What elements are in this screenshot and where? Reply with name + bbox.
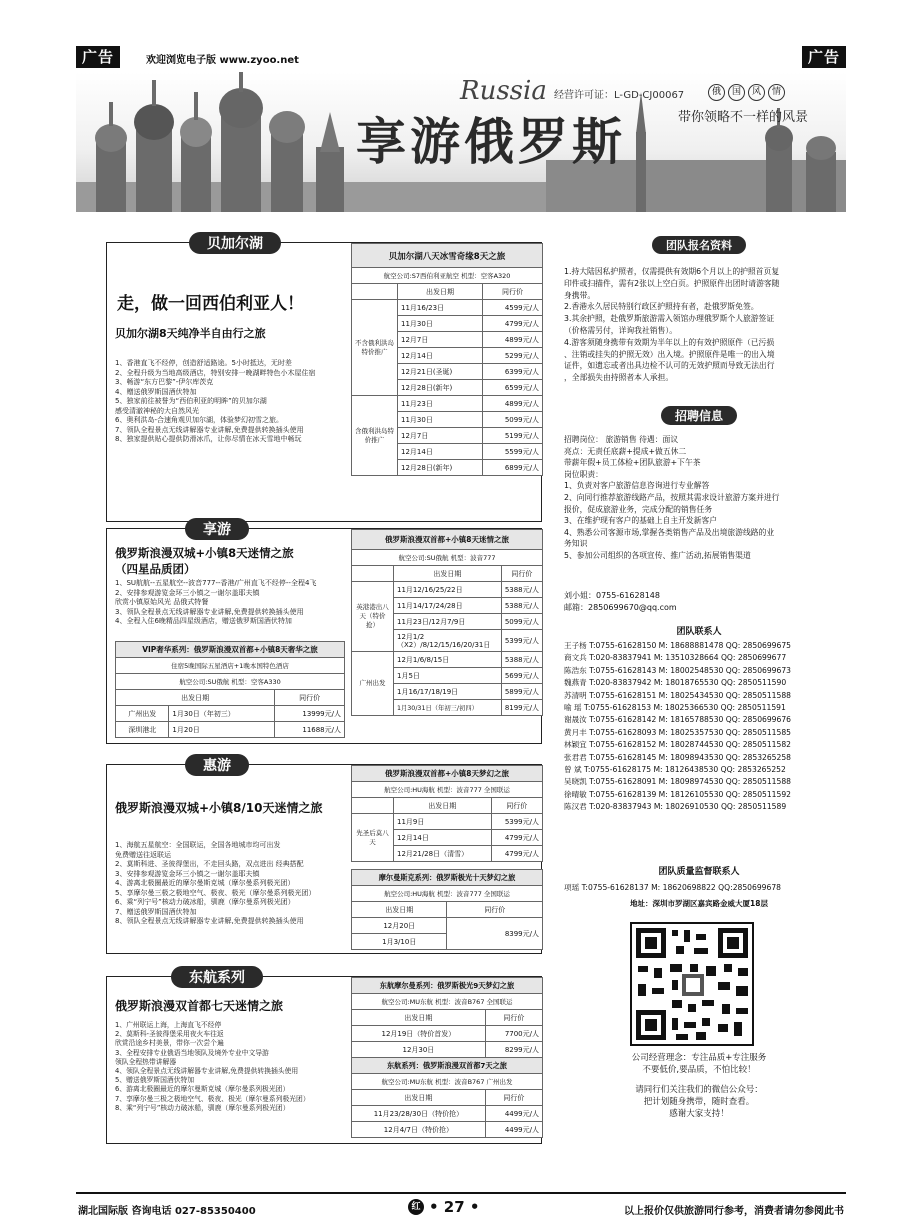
col-header-date: 出发日期 [398,284,483,300]
date-cell: 11月9日 [394,814,492,830]
table-title: 俄罗斯浪漫双首都+小镇8天梦幻之旅 [352,766,543,782]
price-cell: 4799元/人 [491,830,542,846]
date-cell: 12月7日 [398,428,483,444]
contact-row: 苏清明 T:0755-61628151 M: 18025434530 QQ: 2850511588 [564,690,792,700]
circle-badge: 情 [768,84,785,101]
group-label: 先圣后莫八天 [352,814,394,862]
feature-item: 3、安排参观游览金环三小镇之一谢尔盖耶夫镇 [115,869,260,878]
date-cell: 11月14/17/24/28日 [394,598,502,614]
price-cell: 5699元/人 [501,668,542,684]
feature-item: 1、SU航航--五星航空--波音777--香港/广州直飞不经停--全程4飞 [115,579,317,587]
price-cell: 5399元/人 [501,630,542,652]
section-tag: 东航系列 [171,966,263,988]
table-title: 东航系列：俄罗斯浪漫双首都7天之旅 [352,1058,543,1074]
price-table [351,243,543,476]
feature-item: 感受清澈神秘的大自然风光 [115,406,199,415]
recruit-contact [564,590,677,614]
group-label: 含俄利洪岛特价推广 [352,396,398,476]
section-baikal [106,236,542,522]
price-cell: 6599元/人 [482,380,542,396]
feature-item: 领队全程热带讲解器 [115,1057,177,1066]
price-cell: 5199元/人 [482,428,542,444]
price-cell: 4599元/人 [482,300,542,316]
section-tag: 惠游 [185,754,249,776]
price-table [351,529,543,716]
section-headline: 走，做一回西伯利亚人！ [117,294,304,314]
date-cell: 1月20日 [169,722,275,738]
date-cell: 11月30日 [398,412,483,428]
recruit-line: 4、熟悉公司客源市场,掌握各类销售产品及出境旅游线路的业 [564,527,775,537]
price-cell: 13999元/人 [275,706,345,722]
recruit-contact-line: 邮箱：2850699670@qq.com [564,603,677,612]
date-cell: 12月14日 [398,348,483,364]
feature-item: 4、赠送俄罗斯国酒伏特加 [115,387,197,396]
contact-row: 吴晓凯 T:0755-61628091 M: 18098974530 QQ: 2850511588 [564,777,792,787]
vip-title: VIP奢华系列：俄罗斯浪漫双首都+小镇8天奢华之旅 [116,642,345,658]
col-header-date: 出发日期 [394,798,492,814]
contact-row: 陈浩东 T:0755-61628143 M: 18002548530 QQ: 2850699673 [564,665,792,675]
recruit-line: 亮点：无责任底薪+提成+做五休二 [564,446,687,456]
price-cell: 5099元/人 [482,412,542,428]
contact-row: 徐晴敏 T:0755-61628139 M: 18126105530 QQ: 2850511592 [564,789,792,799]
banner [76,72,846,212]
section-donghang [106,970,542,1144]
section-xiangyou [106,522,542,744]
section-subhead: 贝加尔湖8天纯净半自由行之旅 [115,327,266,340]
feature-item: 6、游离北极圈最近的摩尔曼斯克城（摩尔曼系列极光团） [115,1085,290,1094]
feature-item: 3、领队全程景点无线讲解器专业讲解,免费提供转换插头使用 [115,607,304,616]
contact-list [564,640,791,814]
table-title: 贝加尔湖八天冰雪奇缘8天之旅 [352,244,543,268]
info-line: 1.持大陆因私护照者，仅需提供有效期6个月以上的护照首页复 [564,267,780,276]
info-line: ，全部损失由持照者本人承担。 [564,373,674,383]
date-cell: 12月21/28日（清雪） [394,846,492,862]
table-title: 摩尔曼斯克系列：俄罗斯极光十天梦幻之旅 [352,870,543,886]
date-cell: 1月30/31日（年初三/初四） [394,700,502,716]
slogan-line [556,1076,842,1084]
banner-slogan: 带你领略不一样的风景 [678,110,809,125]
section-tag: 贝加尔湖 [189,232,281,254]
price-cell: 5399元/人 [491,814,542,830]
slogan-line: 不要低价,要品质，不怕比较！ [642,1065,756,1075]
slogan-line: 请同行们关注我们的微信公众号： [635,1085,763,1095]
info-line: 证件，如遗忘或者出具边检不认可的无效护照而导致无法出行 [564,361,775,371]
date-cell: 11月12/16/25/22日 [394,582,502,598]
group-label: 广州出发 [352,652,394,716]
recruit-tag: 招聘信息 [661,406,737,425]
qr-pattern [632,924,752,1044]
date-cell: 12月28日(新年) [398,380,483,396]
feature-item: 5、赠送俄罗斯国酒伏特加 [115,1076,195,1085]
company-slogan [556,1052,842,1120]
col-header-date: 出发日期 [394,566,502,582]
date-cell: 12月21日(圣诞) [398,364,483,380]
feature-item: 6、乘“列宁号”核动力破冰船，驯鹿（摩尔曼系列极光团） [115,898,295,906]
feature-item: 4、全程入住6晚精品四星级酒店，赠送俄罗斯国酒伏特加 [115,617,292,625]
vip-airline: 航空公司:SU俄航 机型：空客A330 [116,674,345,690]
price-cell: 4499元/人 [485,1106,542,1122]
date-cell: 12月14日 [398,444,483,460]
slogan-line: 把计划随身携带，随时查看。 [643,1097,755,1107]
price-cell: 6399元/人 [482,364,542,380]
col-header-price: 同行价 [491,798,542,814]
feature-item: 4、领队全程景点无线讲解器专业讲解,免费提供转换插头使用 [115,1067,299,1076]
table-title: 东航摩尔曼系列：俄罗斯极光9天梦幻之旅 [352,978,543,994]
feature-item: 2、安排参观游览金环三小镇之一谢尔盖耶夫镇 [115,588,260,597]
ad-label-left: 广告 [76,46,120,68]
contact-row: 王子杨 T:0755-61628150 M: 18688881478 QQ: 2850699675 [564,641,792,650]
banner-title: 享游俄罗斯 [356,112,626,171]
price-cell: 5388元/人 [501,652,542,668]
feature-item: 6、奥利洪岛-合速角观贝加尔湖，体验梦幻初雪之旅。 [115,416,283,424]
contact-row: 魏燕青 T:020-83837942 M: 18018765530 QQ: 2850511590 [564,678,787,688]
quality-contact: 项瑶 T:0755-61628137 M: 18620698822 QQ:2850699678 [564,883,782,892]
recruit-line: 3、在维护现有客户的基础上自主开发新客户 [564,516,718,526]
price-cell: 8299元/人 [485,1042,542,1058]
col-header-price: 同行价 [275,690,345,706]
date-cell: 12月1/2（X2）/8/12/15/16/20/31日 [394,630,502,652]
date-cell: 12月7日 [398,332,483,348]
section-headline: 俄罗斯浪漫双城+小镇8/10天迷情之旅 [115,801,323,815]
page-logo-icon: 红 [408,1199,424,1215]
feature-list [115,841,315,927]
table-airline: 航空公司:MU东航 机型：波音B767 全国联运 [352,994,543,1010]
col-header-date: 出发日期 [352,902,447,918]
date-cell: 1月16/17/18/19日 [394,684,502,700]
section-headline: 俄罗斯浪漫双城+小镇8天迷情之旅 [115,546,294,560]
top-bar [76,46,846,70]
recruit-text [564,434,779,562]
date-cell: 1月30日（年初三） [169,706,275,722]
date-cell: 12月28日(新年) [398,460,483,476]
feature-item: 1、海航五星航空：全国联运，全国各地城市均可出发 [115,841,281,849]
info-line: （价格需另付，详询我社销售）。 [564,325,678,335]
contact-row: 陈汉君 T:020-83837943 M: 18026910530 QQ: 2850511589 [564,802,787,812]
site-link-text: 欢迎浏览电子版 www.zyoo.net [146,55,299,66]
section-headline: 俄罗斯浪漫双首都七天迷情之旅 [115,999,284,1013]
info-line: 4.游客须随身携带有效期为半年以上的有效护照原件（已污损 [564,337,775,347]
feature-item: 1、香港直飞不经停，创造舒适路途。5小时抵达，无时差 [115,359,292,367]
page-number [408,1198,480,1216]
vip-table [115,641,345,738]
recruit-line: 报价，促成旅游业务，完成分配的销售任务 [564,504,713,514]
date-cell: 11月30日 [398,316,483,332]
price-cell: 5299元/人 [482,348,542,364]
table-airline: 航空公司:SU俄航 机型：波音777 [352,550,543,566]
table-airline: 航空公司:HU海航 机型：波音777 全国联运 [352,886,543,902]
feature-item: 2、莫斯科进、圣彼得堡出，不走回头路，双点进出 经典搭配 [115,860,304,868]
date-cell: 1月5日 [394,668,502,684]
feature-item: 4、游离北极圈最近的摩尔曼斯克城（摩尔曼系列极光团） [115,879,295,887]
feature-item: 2、莫斯科-圣彼得堡采用夜火车往返 [115,1030,224,1039]
footer-disclaimer: 以上报价仅供旅游同行参考，消费者请勿参阅此书 [624,1206,844,1217]
date-cell: 12月19日（特价首发） [352,1026,486,1042]
footer [76,1192,846,1218]
date-cell: 1月3/10日 [352,934,447,950]
price-cell: 11688元/人 [275,722,345,738]
col-header-date: 出发日期 [352,1090,486,1106]
section-huiyou [106,758,542,954]
col-header-price: 同行价 [501,566,542,582]
info-line: 2.香港永久居民特别行政区护照持有者，赴俄罗斯免签。 [564,302,759,312]
contact-row: 张君君 T:0755-61628145 M: 18098943530 QQ: 2853265258 [564,752,792,762]
circle-badge: 俄 [708,84,725,101]
recruit-line: 2、向同行推荐旅游线路产品，按照其需求设计旅游方案并进行 [564,492,780,502]
date-cell: 11月23日/12月7/9日 [394,614,502,630]
info-line: 、注销或挂失的护照无效）出入境。护照原件是唯一的出入境 [564,349,775,359]
table-airline: 航空公司:HU海航 机型：波音777 全国联运 [352,782,543,798]
group-info-tag: 团队报名资料 [652,236,746,254]
feature-item: 2、全程升级为当地高级酒店，特别安排一晚湖畔特色小木屋住宿 [115,368,316,377]
col-header-date: 出发日期 [116,690,275,706]
slogan-line: 公司经营理念：专注品质+专注服务 [631,1053,767,1063]
section-subhead: （四星品质团） [115,562,196,576]
recruit-line: 务知识 [564,539,588,549]
circle-badge: 风 [748,84,765,101]
feature-item: 5、享摩尔曼三极之极地空气、极夜、极光（摩尔曼系列极光团） [115,888,316,897]
recruit-contact-line: 刘小姐：0755-61628148 [564,591,660,600]
feature-list [115,359,315,445]
table-airline: 航空公司:MU东航 机型：波音B767 广州出发 [352,1074,543,1090]
recruit-line: 1、负责对客户旅游信息咨询进行专业解答 [564,481,710,491]
circle-badge: 国 [728,84,745,101]
table-title: 俄罗斯浪漫双首都+小镇8天迷情之旅 [352,530,543,550]
col-header-date: 出发日期 [352,1010,486,1026]
recruit-line: 招聘岗位： 旅游销售 待遇：面议 [564,435,679,444]
price-cell: 4499元/人 [485,1122,542,1138]
contact-row: 喻 瑶 T:0755-61628153 M: 18025366530 QQ: 2850511591 [564,703,786,713]
date-cell: 12月14日 [394,830,492,846]
group-label: 英港港出八天（特价抢） [352,582,394,652]
price-cell: 5099元/人 [501,614,542,630]
feature-list [115,1021,310,1113]
date-cell: 11月16/23日 [398,300,483,316]
contact-row: 商文兵 T:020-83837941 M: 13510328664 QQ: 2850699677 [564,653,787,663]
ad-label-right: 广告 [802,46,846,68]
price-cell: 5388元/人 [501,582,542,598]
vip-hotel: 住宿5晚国际五星酒店+1晚本国特色酒店 [116,658,345,674]
contact-list-title: 团队联系人 [676,627,722,637]
slogan-line: 感谢大家支持！ [669,1109,729,1119]
contact-row: 黄月丰 T:0755-61628093 M: 18025357530 QQ: 2850511585 [564,727,792,737]
feature-item: 8、领队全程景点无线讲解器专业讲解,免费提供转换插头使用 [115,917,304,925]
col-header-price: 同行价 [485,1090,542,1106]
group-label: 不含俄利洪岛特价推广 [352,300,398,396]
price-cell: 5599元/人 [482,444,542,460]
info-line: 3.其余护照，赴俄罗斯旅游需入领馆办理俄罗斯个人旅游签证 [564,314,775,324]
feature-item: 1、广州联运上海，上海直飞不经停 [115,1021,222,1029]
company-address: 地址：深圳市罗湖区嘉宾路金威大厦18层 [630,899,768,908]
price-cell: 4899元/人 [482,396,542,412]
contact-row: 曾 斌 T:0755-61628175 M: 18126438530 QQ: 2853265252 [564,765,786,775]
feature-item: 欣赏小镇原始风光 品俄式特餐 [115,598,209,606]
date-cell: 12月30日 [352,1042,486,1058]
feature-item: 8、独家提供贴心提供防滑冰爪，让你尽情在冰天雪地中畅玩 [115,435,302,443]
price-table [351,765,543,862]
city-cell: 深圳港北 [116,722,169,738]
contact-row: 谢晟汝 T:0755-61628142 M: 18165788530 QQ: 2850699676 [564,715,792,725]
col-header-price: 同行价 [482,284,542,300]
feature-item: 免费赠送往返联运 [115,850,171,859]
feature-item: 3、畅游“东方巴黎”-伊尔库茨克 [115,378,214,386]
date-cell: 11月23日 [398,396,483,412]
feature-item: 5、独家前往被誉为“西伯利亚的明眸”的贝加尔湖 [115,397,267,405]
date-cell: 11月23/28/30日（特价抢） [352,1106,486,1122]
table-airline: 航空公司:S7西伯利亚航空 机型：空客A320 [352,268,543,284]
info-line: 身携带。 [564,290,596,300]
feature-list [115,579,316,627]
feature-item: 3、全程安排专业俄语当地领队及境外专业中文导游 [115,1048,269,1057]
quality-title: 团队质量监督联系人 [658,867,740,877]
group-info-text [564,266,779,384]
feature-item: 8、乘“列宁号”核动力破冰船，驯鹿（摩尔曼系列极光团） [115,1103,290,1112]
price-cell: 8399元/人 [447,918,543,950]
feature-item: 欣赏沿途乡村美景，带你一次尝个遍 [115,1039,224,1048]
price-cell: 7700元/人 [485,1026,542,1042]
col-header-price: 同行价 [485,1010,542,1026]
feature-item: 7、领队全程景点无线讲解器专业讲解,免费提供转换插头使用 [115,425,304,434]
price-cell: 6899元/人 [482,460,542,476]
feature-item: 7、赠送俄罗斯国酒伏特加 [115,907,197,916]
contact-row: 林颖宜 T:0755-61628152 M: 18028744530 QQ: 2850511582 [564,740,792,750]
date-cell: 12月4/7日（特价抢） [352,1122,486,1138]
price-cell: 4799元/人 [482,316,542,332]
recruit-line: 5、参加公司组织的各项宣传、推广活动,拓展销售渠道 [564,550,751,560]
recruit-line: 带薪年假+员工体检+团队旅游+下午茶 [564,458,701,468]
price-cell: 5388元/人 [501,598,542,614]
recruit-line: 岗位职责： [564,469,603,479]
price-table [351,977,543,1138]
page-number-text: • 27 • [429,1198,480,1216]
wechat-qr-code [630,922,754,1046]
section-tag: 享游 [185,518,249,540]
banner-russia-text: Russia [460,76,547,106]
banner-circle-badges [708,84,785,101]
date-cell: 12月20日 [352,918,447,934]
price-cell: 4899元/人 [482,332,542,348]
footer-edition: 湖北国际版 咨询电话 027-85350400 [78,1206,256,1217]
price-table [351,869,543,950]
feature-item: 7、享摩尔曼三极之极地空气、极夜、极光（摩尔曼系列极光团） [115,1094,310,1103]
price-cell: 8199元/人 [501,700,542,716]
city-cell: 广州出发 [116,706,169,722]
info-line: 印件或扫描件，需有2张以上空白页。护照原件出团时请游客随 [564,278,780,288]
price-cell: 4799元/人 [491,846,542,862]
col-header-price: 同行价 [447,902,543,918]
date-cell: 12月1/6/8/15日 [394,652,502,668]
price-cell: 5899元/人 [501,684,542,700]
banner-license: 经营许可证：L-GD-CJ00067 [554,90,685,101]
